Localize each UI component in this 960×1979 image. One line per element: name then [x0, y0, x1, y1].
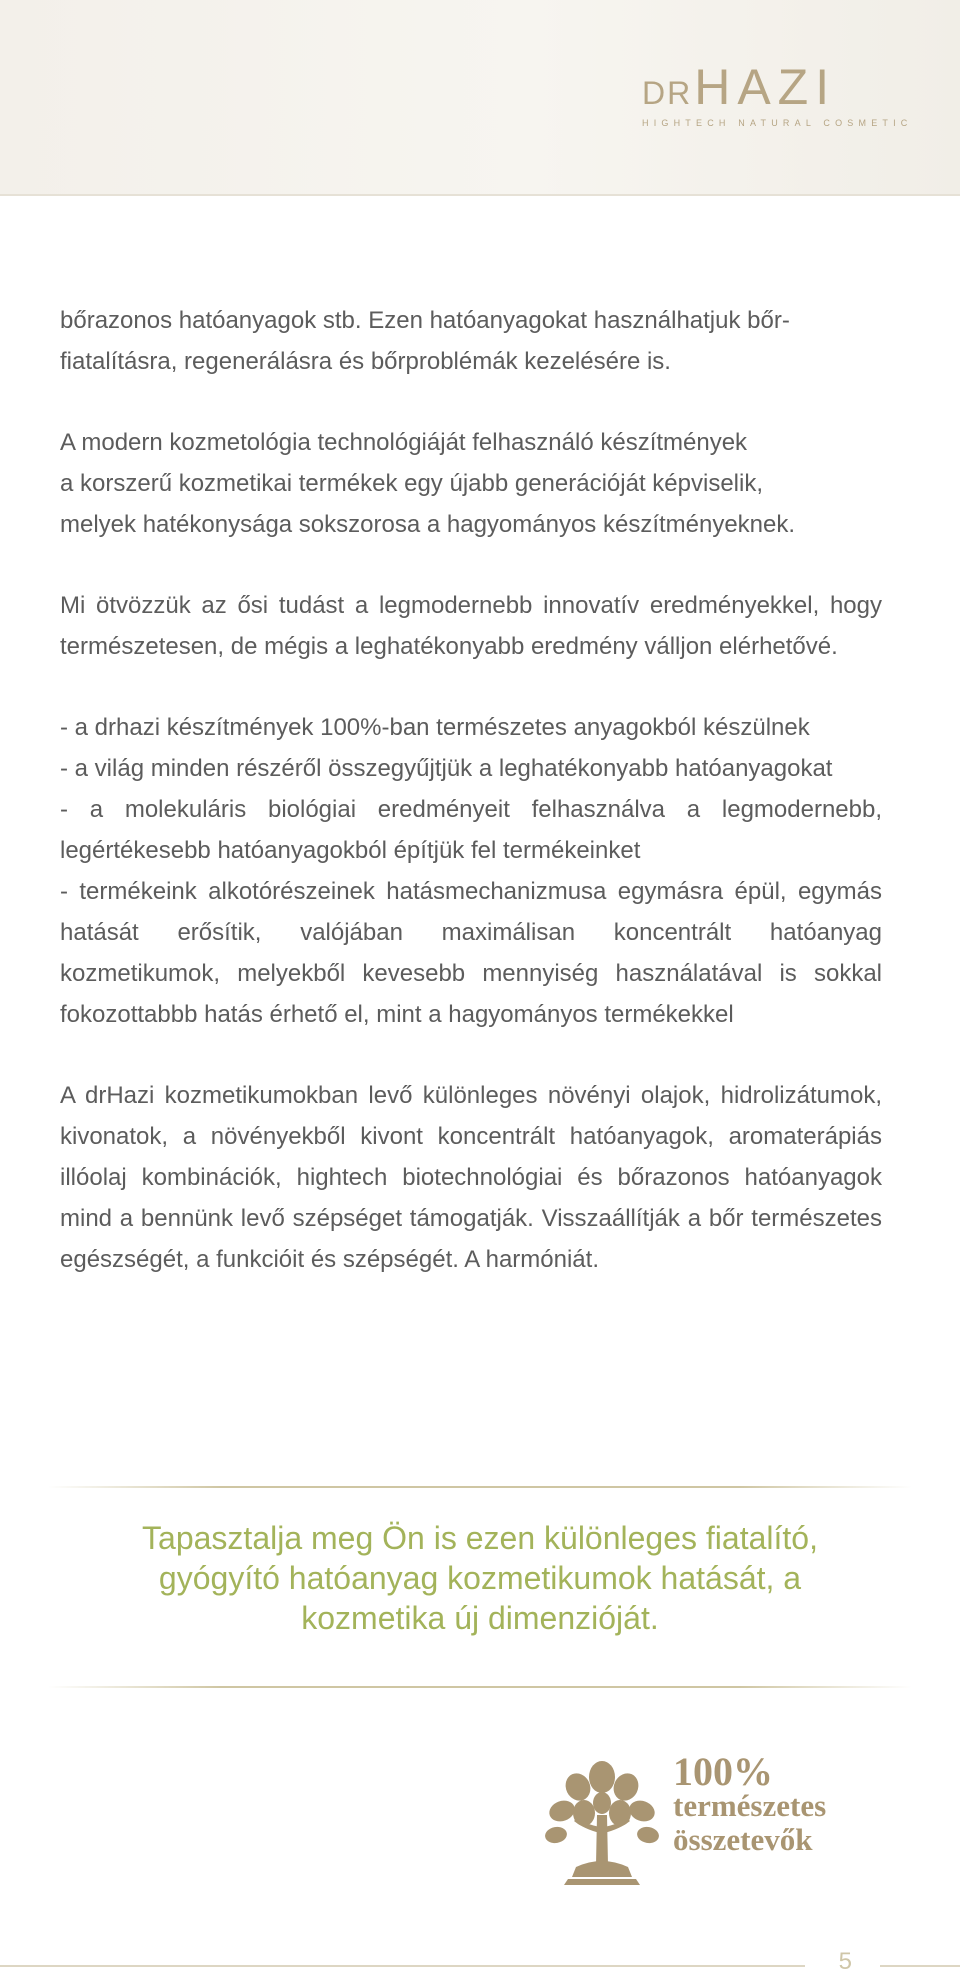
paragraph-5: [60, 1075, 882, 1280]
divider-bottom: [48, 1686, 912, 1688]
paragraph-line: A modern kozmetológia technológiáját felhasználó készítmények: [60, 429, 748, 456]
footer-line-right: [880, 1965, 960, 1967]
feature-list: [60, 707, 882, 1035]
logo-dr: DR: [642, 75, 693, 111]
logo-hazi: HAZI: [694, 59, 837, 115]
badge-text: [673, 1749, 827, 1857]
paragraph-line: melyek hatékonysága sokszorosa a hagyományos készítményeknek.: [60, 511, 796, 538]
paragraph-text: Mi ötvözzük az ősi tudást a legmodernebb innovatív eredményekkel, hogy természetesen, de mégis a leghatékonyabb eredmény válljon elérhetővé.: [60, 592, 882, 660]
quote-line: gyógyító hatóanyag kozmetikumok hatását, a: [158, 1560, 802, 1596]
list-item: - a drhazi készítmények 100%-ban természetes anyagokból készülnek: [60, 714, 810, 741]
footer-line-left: [0, 1965, 805, 1967]
page-number: 5: [838, 1948, 852, 1975]
paragraph-line: bőrazonos hatóanyagok stb. Ezen hatóanyagokat használhatjuk bőr-: [60, 307, 790, 334]
badge-line-natural: természetes: [673, 1788, 827, 1823]
list-item: - termékeink alkotórészeinek hatásmechanizmusa egymásra épül, egymás hatását erősítik, valójában maximálisan koncentrált hatóanyag kozmetikumok, melyekből kevesebb mennyiség használatával is sokkal fokozottabbb hatás érhető el, mint a hagyományos termékekkel: [60, 878, 882, 1028]
highlight-quote: [60, 1518, 900, 1638]
tree-icon: [540, 1755, 665, 1890]
paragraph-2: [60, 422, 882, 545]
logo-tagline: HIGHTECH NATURAL COSMETIC: [642, 118, 913, 128]
paragraph-1: [60, 300, 882, 382]
divider-top: [48, 1486, 912, 1488]
list-item: - a molekuláris biológiai eredményeit felhasználva a legmodernebb, legértékesebb hatóanyagokból építjük fel termékeinket: [60, 796, 882, 864]
paragraph-3: [60, 585, 882, 667]
quote-line: Tapasztalja meg Ön is ezen különleges fiatalító,: [142, 1520, 818, 1556]
paragraph-line: fiatalításra, regenerálásra és bőrproblémák kezelésére is.: [60, 348, 671, 375]
badge-line-ingredients: összetevők: [673, 1822, 813, 1857]
paragraph-text: A drHazi kozmetikumokban levő különleges növényi olajok, hidrolizátumok, kivonatok, a növényekből kivont koncentrált hatóanyagok, aromaterápiás illóolaj kombinációk, hightech biotechnológiai és bőrazonos hatóanyagok mind a bennünk levő szépséget támogatják. Visszaállítják a bőr természetes egészségét, a funkcióit és szépségét. A harmóniát.: [60, 1082, 882, 1273]
list-item: - a világ minden részéről összegyűjtjük a leghatékonyabb hatóanyagokat: [60, 755, 833, 782]
quote-line: kozmetika új dimenzióját.: [301, 1600, 659, 1636]
main-content: [60, 300, 882, 1320]
brand-logo: [642, 59, 913, 128]
natural-ingredients-badge: [540, 1749, 890, 1890]
paragraph-line: a korszerű kozmetikai termékek egy újabb generációját képviselik,: [60, 470, 763, 497]
page-header: [0, 0, 960, 196]
badge-percent: 100%: [673, 1749, 773, 1794]
